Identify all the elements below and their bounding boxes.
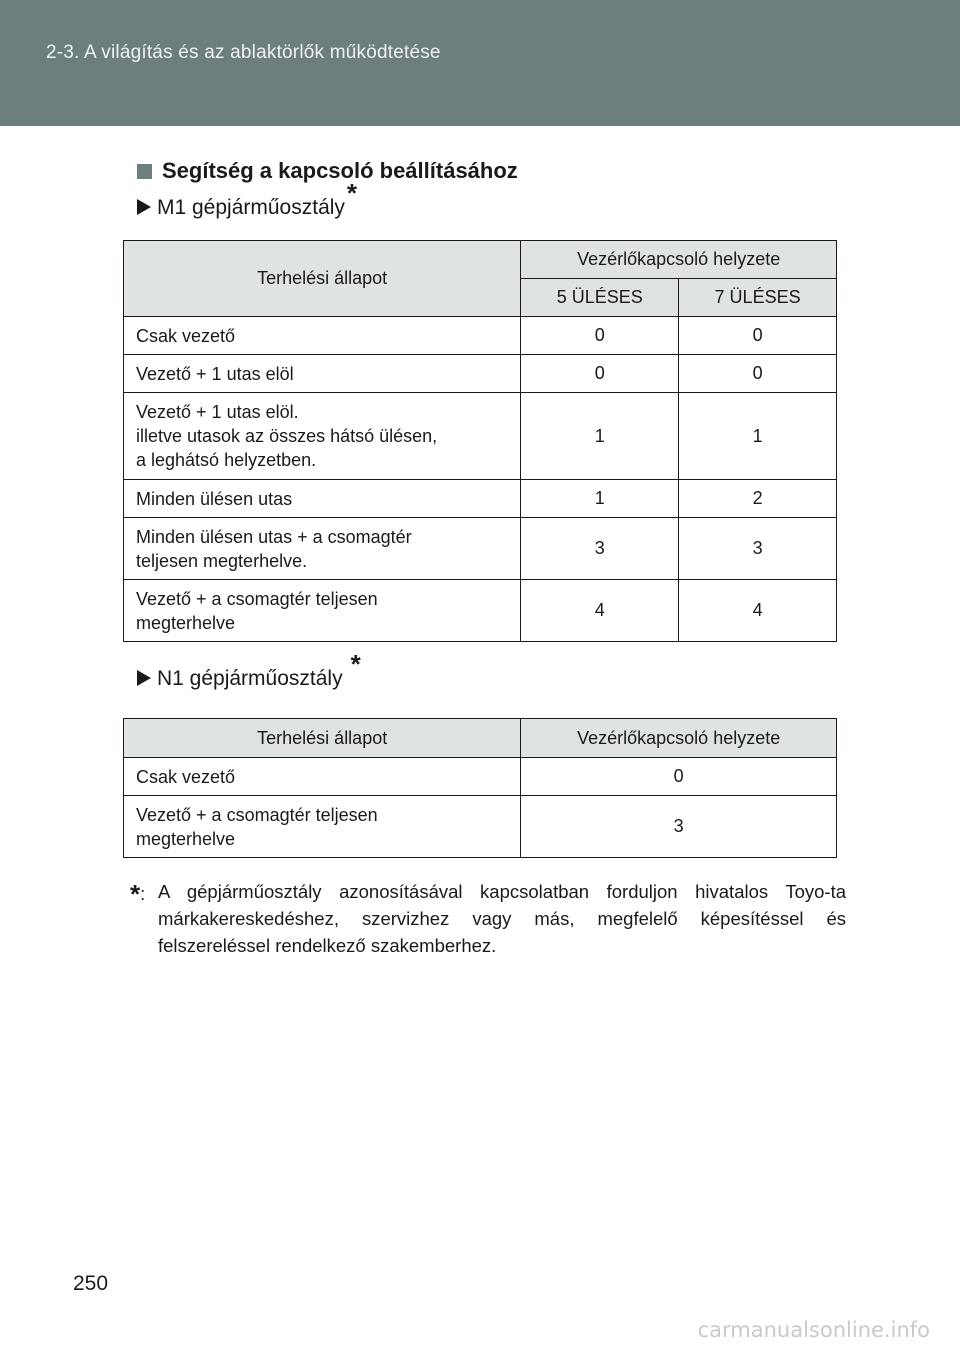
table-row: [124, 796, 837, 858]
triangle-bullet-icon: [137, 199, 151, 215]
table-row: [124, 393, 837, 480]
seven-seat-value: 1: [679, 393, 837, 480]
m1-col-seven-seat: 7 ÜLÉSES: [679, 279, 837, 317]
table-row: [124, 518, 837, 580]
table-row: [124, 355, 837, 393]
watermark: carmanualsonline.info: [697, 1318, 930, 1342]
m1-col-load-state: Terhelési állapot: [124, 241, 521, 317]
m1-heading-text: M1 gépjárműosztály: [157, 196, 345, 219]
five-seat-value: 1: [521, 480, 679, 518]
switch-position-value: 3: [521, 796, 837, 858]
switch-position-value: 0: [521, 758, 837, 796]
table-row: [124, 758, 837, 796]
n1-col-load-state: Terhelési állapot: [124, 719, 521, 758]
n1-heading: N1 gépjárműosztály *: [137, 667, 361, 691]
n1-table: [123, 718, 837, 858]
five-seat-value: 1: [521, 393, 679, 480]
m1-col-switch-position: Vezérlőkapcsoló helyzete: [521, 241, 837, 279]
row-label: Vezető + 1 utas elöl. illetve utasok az összes hátsó ülésen, a leghátsó helyzetben.: [124, 393, 521, 480]
row-label: Vezető + a csomagtér teljesen megterhelve: [124, 796, 521, 858]
table-row: [124, 317, 837, 355]
five-seat-value: 3: [521, 518, 679, 580]
n1-col-switch-position: Vezérlőkapcsoló helyzete: [521, 719, 837, 758]
m1-table: [123, 240, 837, 642]
row-label: Minden ülésen utas: [124, 480, 521, 518]
row-label: Vezető + a csomagtér teljesen megterhelve: [124, 580, 521, 642]
row-label: Csak vezető: [124, 758, 521, 796]
seven-seat-value: 2: [679, 480, 837, 518]
triangle-bullet-icon: [137, 670, 151, 686]
five-seat-value: 4: [521, 580, 679, 642]
table-row: [124, 480, 837, 518]
row-label: Minden ülésen utas + a csomagtér teljesen megterhelve.: [124, 518, 521, 580]
footnote-text: A gépjárműosztály azonosításával kapcsolatban forduljon hivatalos Toyo-ta márkakereskedéshez, szervizhez vagy más, megfelelő képesítéssel és felszereléssel rendelkező szakemberhez.: [158, 881, 846, 956]
m1-col-five-seat: 5 ÜLÉSES: [521, 279, 679, 317]
chapter-title: 2-3. A világítás és az ablaktörlők működtetése: [46, 42, 441, 63]
five-seat-value: 0: [521, 355, 679, 393]
five-seat-value: 0: [521, 317, 679, 355]
seven-seat-value: 0: [679, 317, 837, 355]
table-row: [124, 580, 837, 642]
footnote: [130, 878, 846, 959]
page-number: 250: [73, 1272, 109, 1295]
section-heading: [137, 158, 518, 184]
seven-seat-value: 3: [679, 518, 837, 580]
square-bullet-icon: [137, 164, 152, 179]
seven-seat-value: 0: [679, 355, 837, 393]
footnote-marker: *:: [130, 879, 146, 909]
section-title: Segítség a kapcsoló beállításához: [162, 158, 518, 183]
row-label: Vezető + 1 utas elöl: [124, 355, 521, 393]
row-label: Csak vezető: [124, 317, 521, 355]
page-header: [0, 0, 960, 126]
n1-heading-text: N1 gépjárműosztály: [157, 667, 343, 690]
m1-heading: M1 gépjárműosztály *: [137, 196, 357, 220]
seven-seat-value: 4: [679, 580, 837, 642]
